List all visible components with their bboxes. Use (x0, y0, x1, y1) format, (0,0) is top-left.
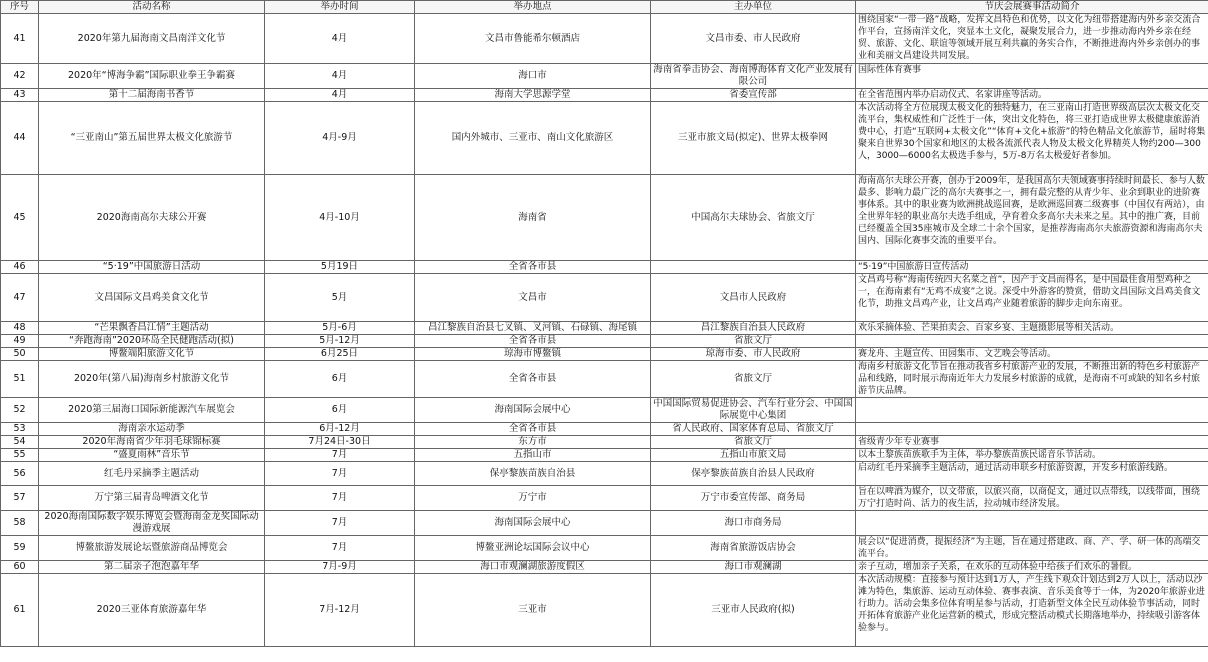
table-row (1, 398, 1208, 423)
event-description: 海南高尔夫球公开赛，创办于2009年，是我国高尔夫领域赛事持续时间最长、参与人数最多、影响力最广泛的高尔夫赛事之一，拥有最完整的从青少年、业余到职业的进阶赛事体系。其中的职业赛为欧洲挑战巡回赛，是欧洲巡回赛二级赛事（中国仅有两站），由全世界年轻的职业高尔夫选手组成，孕育着众多高尔夫未来之星。其中的推广赛，目前已经覆盖全国35座城市及全球二十余个国家，是推荐海南高尔夫旅游资源和海南高尔夫国内、国际化赛事交流的重要平台。 (856, 175, 1208, 261)
row-number: 44 (1, 102, 39, 175)
event-time: 6月 (265, 361, 415, 398)
event-organizer: 三亚市旅文局(拟定)、世界太极拳网 (651, 102, 856, 175)
event-organizer: 琼海市委、市人民政府 (651, 348, 856, 361)
event-name: 2020海南国际数字娱乐博览会暨海南金龙奖国际动漫游戏展 (39, 511, 265, 536)
table-row (1, 462, 1208, 486)
event-place: 昌江黎族自治县七叉镇、叉河镇、石碌镇、海尾镇 (415, 322, 651, 335)
event-name: “盛夏雨林”音乐节 (39, 449, 265, 462)
event-name: 文昌国际文昌鸡美食文化节 (39, 274, 265, 322)
event-place: 海南国际会展中心 (415, 511, 651, 536)
event-description: 旨在以啤酒为媒介，以文带旅，以旅兴商，以商促文，通过以点带线，以线带面，围绕万宁打造时尚、活力的夜生活，拉动城市经济发展。 (856, 486, 1208, 511)
event-description: 本次活动将全方位展现太极文化的独特魅力，在三亚南山打造世界级高层次太极文化交流平台，集权威性和广泛性于一体，突出文化特色，将三亚打造成世界太极健康旅游消费中心，打造“互联网+太极文化”“体育+文化+旅游”的特色精品文化旅游节，届时将集聚来自世界30个国家和地区的太极各流派代表人物及太极文化界精英人物约200—300人，3000—6000名太极选手参与，5万-8万名太极爱好者参加。 (856, 102, 1208, 175)
event-time: 7月 (265, 486, 415, 511)
event-place: 三亚市 (415, 574, 651, 647)
event-name: 2020年(第八届)海南乡村旅游文化节 (39, 361, 265, 398)
table-row (1, 64, 1208, 89)
event-name: 2020年第九届海南文昌南洋文化节 (39, 14, 265, 64)
row-number: 48 (1, 322, 39, 335)
event-organizer: 省委宣传部 (651, 89, 856, 102)
event-place: 文昌市 (415, 274, 651, 322)
table-row (1, 274, 1208, 322)
event-name: “5·19”中国旅游日活动 (39, 261, 265, 274)
event-organizer: 海口市观澜湖 (651, 561, 856, 574)
event-time: 4月 (265, 14, 415, 64)
row-number: 42 (1, 64, 39, 89)
event-time: 4月-9月 (265, 102, 415, 175)
table-row (1, 89, 1208, 102)
table-row (1, 561, 1208, 574)
table-row (1, 335, 1208, 348)
row-number: 53 (1, 423, 39, 436)
event-organizer: 省人民政府、国家体育总局、省旅文厅 (651, 423, 856, 436)
event-description: 展会以“促进消费，提振经济”为主题，旨在通过搭建政、商、产、学、研一体的高端交流平台。 (856, 536, 1208, 561)
event-description: 国际性体育赛事 (856, 64, 1208, 89)
event-name: 2020年“博海争霸”国际职业拳王争霸赛 (39, 64, 265, 89)
event-place: 保亭黎族苗族自治县 (415, 462, 651, 486)
event-time: 5月-6月 (265, 322, 415, 335)
col-header-organizer: 主办单位 (651, 1, 856, 14)
row-number: 61 (1, 574, 39, 647)
event-place: 海南国际会展中心 (415, 398, 651, 423)
event-time: 6月-12月 (265, 423, 415, 436)
table-row (1, 486, 1208, 511)
row-number: 43 (1, 89, 39, 102)
event-organizer: 省旅文厅 (651, 436, 856, 449)
event-time: 7月 (265, 536, 415, 561)
event-name: 2020第三届海口国际新能源汽车展览会 (39, 398, 265, 423)
event-organizer: 中国国际贸易促进协会、汽车行业分会、中国国际展览中心集团 (651, 398, 856, 423)
event-time: 7月24日-30日 (265, 436, 415, 449)
event-place: 海南大学思源学堂 (415, 89, 651, 102)
table-row (1, 102, 1208, 175)
row-number: 47 (1, 274, 39, 322)
col-header-place: 举办地点 (415, 1, 651, 14)
row-number: 45 (1, 175, 39, 261)
event-organizer: 保亭黎族苗族自治县人民政府 (651, 462, 856, 486)
event-time: 6月25日 (265, 348, 415, 361)
event-organizer: 海南省拳击协会、海南博海体育文化产业发展有限公司 (651, 64, 856, 89)
table-row (1, 175, 1208, 261)
event-description: 启动红毛丹采摘季主题活动，通过活动串联乡村旅游资源，开发乡村旅游线路。 (856, 462, 1208, 486)
col-header-no: 序号 (1, 1, 39, 14)
row-number: 58 (1, 511, 39, 536)
event-description (856, 335, 1208, 348)
row-number: 50 (1, 348, 39, 361)
table-row (1, 436, 1208, 449)
table-row (1, 261, 1208, 274)
event-description: 围绕国家“一带一路”战略，发挥文昌特色和优势，以文化为纽带搭建海内外乡亲交流合作平台，宣扬南洋文化，突显本土文化，凝聚发展合力，进一步推动海内外乡亲在经贸、旅游、文化、联谊等领域开展互利共赢的务实合作，不断推进海内外乡亲创办的事业和美丽文昌建设共同发展。 (856, 14, 1208, 64)
row-number: 51 (1, 361, 39, 398)
event-description (856, 398, 1208, 423)
event-name: 博鳌端阳旅游文化节 (39, 348, 265, 361)
event-description: 赛龙舟、主题宣传、田园集市、文艺晚会等活动。 (856, 348, 1208, 361)
row-number: 59 (1, 536, 39, 561)
event-description (856, 511, 1208, 536)
col-header-description: 节庆会展赛事活动简介 (856, 1, 1208, 14)
event-description: 文昌鸡号称“海南传统四大名菜之首”，因产于文昌而得名，是中国最佳食用型鸡种之一，在海南素有“无鸡不成宴”之说。深受中外游客的赞赏，借助文昌国际文昌鸡美食文化节，助推文昌鸡产业，让文昌鸡产业随着旅游的脚步走向东南亚。 (856, 274, 1208, 322)
event-description: 海南乡村旅游文化节旨在推动我省乡村旅游产业的发展，不断推出新的特色乡村旅游产品和线路，同时展示海南近年大力发展乡村旅游的成就，是海南不可或缺的知名乡村旅游节庆品牌。 (856, 361, 1208, 398)
table-row (1, 322, 1208, 335)
table-row (1, 423, 1208, 436)
row-number: 52 (1, 398, 39, 423)
event-name: 第二届亲子泡泡嘉年华 (39, 561, 265, 574)
table-row (1, 361, 1208, 398)
col-header-time: 举办时间 (265, 1, 415, 14)
event-time: 7月 (265, 462, 415, 486)
event-time: 5月19日 (265, 261, 415, 274)
event-description: 省级青少年专业赛事 (856, 436, 1208, 449)
event-organizer: 省旅文厅 (651, 335, 856, 348)
event-name: 2020三亚体育旅游嘉年华 (39, 574, 265, 647)
event-description: “5·19”中国旅游日宣传活动 (856, 261, 1208, 274)
event-place: 海口市观澜湖旅游度假区 (415, 561, 651, 574)
event-organizer: 省旅文厅 (651, 361, 856, 398)
event-name: “芒果飘香昌江情”主题活动 (39, 322, 265, 335)
event-organizer: 中国高尔夫球协会、省旅文厅 (651, 175, 856, 261)
event-name: 2020年海南省少年羽毛球锦标赛 (39, 436, 265, 449)
event-place: 琼海市博鳌镇 (415, 348, 651, 361)
table-row (1, 536, 1208, 561)
event-place: 全省各市县 (415, 423, 651, 436)
event-name: 博鳌旅游发展论坛暨旅游商品博览会 (39, 536, 265, 561)
col-header-name: 活动名称 (39, 1, 265, 14)
event-place: 博鳌亚洲论坛国际会议中心 (415, 536, 651, 561)
event-organizer (651, 261, 856, 274)
event-name: 红毛丹采摘季主题活动 (39, 462, 265, 486)
event-description: 在全省范围内举办启动仪式、名家讲座等活动。 (856, 89, 1208, 102)
event-organizer: 三亚市人民政府(拟) (651, 574, 856, 647)
event-time: 5月-12月 (265, 335, 415, 348)
event-time: 6月 (265, 398, 415, 423)
event-name: “三亚南山”第五届世界太极文化旅游节 (39, 102, 265, 175)
event-organizer: 万宁市委宣传部、商务局 (651, 486, 856, 511)
event-name: 万宁第三届青岛啤酒文化节 (39, 486, 265, 511)
event-time: 4月 (265, 89, 415, 102)
event-place: 海口市 (415, 64, 651, 89)
event-place: 国内外城市、三亚市、南山文化旅游区 (415, 102, 651, 175)
event-organizer: 文昌市人民政府 (651, 274, 856, 322)
row-number: 55 (1, 449, 39, 462)
event-place: 文昌市鲁能希尔顿酒店 (415, 14, 651, 64)
event-name: 海南亲水运动季 (39, 423, 265, 436)
event-organizer: 文昌市委、市人民政府 (651, 14, 856, 64)
event-place: 全省各市县 (415, 261, 651, 274)
table-row (1, 449, 1208, 462)
event-description: 本次活动规模：直接参与预计达到1万人，产生线下观众计划达到2万人以上，活动以沙滩为特色，集旅游、运动互动体验、赛事表演、音乐美食等于一体，为2020年旅游业进行助力。活动会集多位体育明星参与活动，打造新型文体全民互动体验节事活动，同时开拓体育旅游产业化运营新的模式，形成完整活动模式长期落地举办，持续吸引游客体验参与。 (856, 574, 1208, 647)
event-name: “奔跑海南”2020环岛全民健跑活动(拟) (39, 335, 265, 348)
event-time: 4月 (265, 64, 415, 89)
event-place: 东方市 (415, 436, 651, 449)
table-row (1, 348, 1208, 361)
event-organizer: 昌江黎族自治县人民政府 (651, 322, 856, 335)
row-number: 54 (1, 436, 39, 449)
event-place: 海南省 (415, 175, 651, 261)
row-number: 41 (1, 14, 39, 64)
row-number: 57 (1, 486, 39, 511)
event-description: 以本土黎族苗族歌手为主体，举办黎族苗族民谣音乐节活动。 (856, 449, 1208, 462)
event-organizer: 五指山市旅文局 (651, 449, 856, 462)
event-name: 第十二届海南书香节 (39, 89, 265, 102)
table-row (1, 511, 1208, 536)
event-description: 亲子互动，增加亲子关系，在欢乐的互动体验中给孩子们欢乐的暑假。 (856, 561, 1208, 574)
event-description: 欢乐采摘体验、芒果拍卖会、百家乡宴、主题摄影展等相关活动。 (856, 322, 1208, 335)
event-place: 全省各市县 (415, 335, 651, 348)
event-time: 4月-10月 (265, 175, 415, 261)
row-number: 46 (1, 261, 39, 274)
event-time: 7月-9月 (265, 561, 415, 574)
row-number: 60 (1, 561, 39, 574)
event-organizer: 海南省旅游饭店协会 (651, 536, 856, 561)
event-organizer: 海口市商务局 (651, 511, 856, 536)
table-row (1, 574, 1208, 647)
event-description (856, 423, 1208, 436)
row-number: 56 (1, 462, 39, 486)
event-place: 万宁市 (415, 486, 651, 511)
table-row (1, 14, 1208, 64)
event-time: 7月 (265, 449, 415, 462)
event-place: 五指山市 (415, 449, 651, 462)
event-time: 5月 (265, 274, 415, 322)
event-name: 2020海南高尔夫球公开赛 (39, 175, 265, 261)
header-row (1, 1, 1208, 14)
row-number: 49 (1, 335, 39, 348)
event-time: 7月 (265, 511, 415, 536)
event-place: 全省各市县 (415, 361, 651, 398)
event-time: 7月-12月 (265, 574, 415, 647)
